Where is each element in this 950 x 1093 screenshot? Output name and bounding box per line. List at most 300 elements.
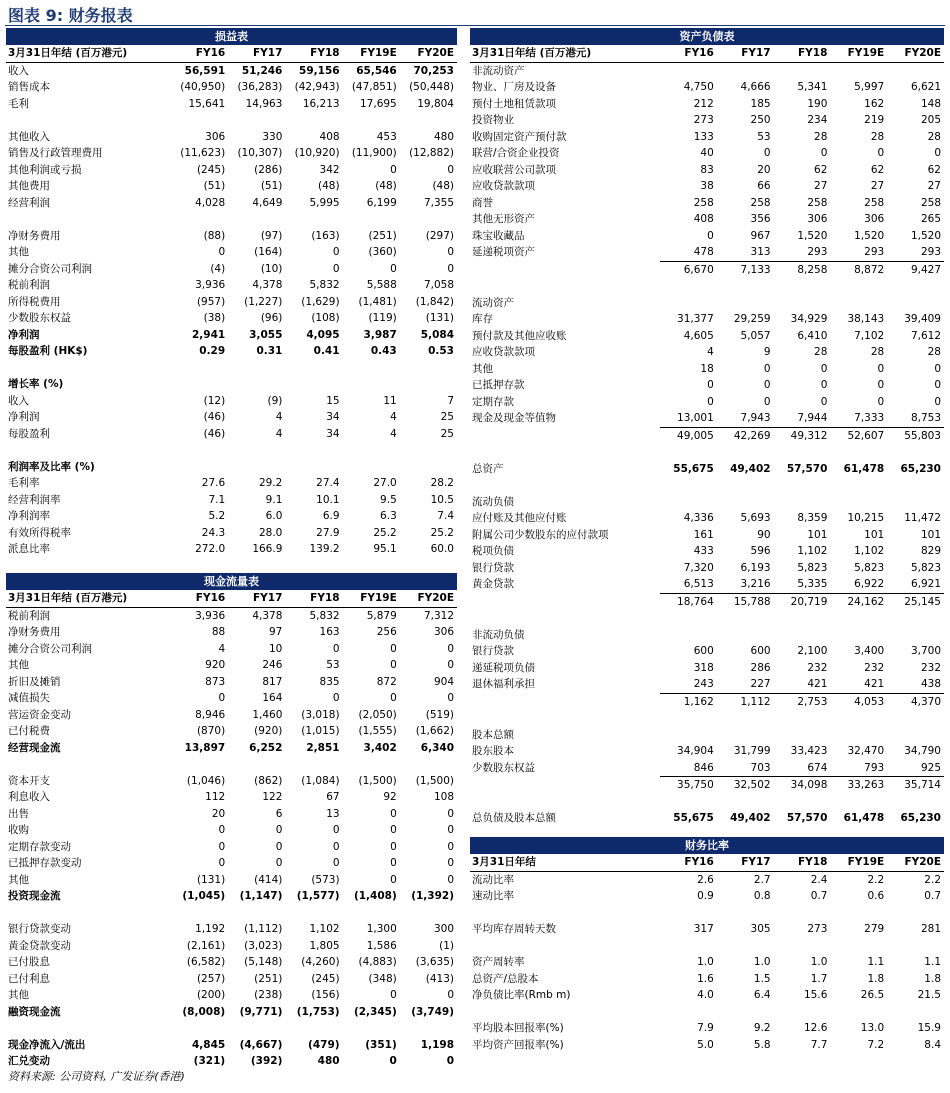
value-cell: 0: [332, 692, 340, 704]
table-row: [470, 693, 944, 710]
row-label: 银行贷款: [472, 645, 514, 657]
value-cell: 15,788: [733, 595, 771, 608]
table-row: [470, 954, 944, 971]
value-cell: (47,851): [351, 81, 397, 93]
table-row: [470, 79, 944, 96]
value-cell: 28: [814, 346, 828, 358]
table-row: [470, 494, 944, 511]
value-cell: (164): [254, 246, 283, 258]
column-header-year: FY19E: [343, 590, 400, 607]
row-label: 商誉: [472, 196, 493, 209]
value-cell: 6,252: [249, 741, 283, 754]
value-cell: 4: [390, 411, 397, 423]
spacer-row: [470, 610, 944, 627]
value-cell: 15.6: [804, 989, 828, 1001]
value-cell: [717, 295, 774, 312]
value-cell: 10,215: [847, 512, 885, 524]
value-cell: 0: [275, 840, 283, 853]
value-cell: 4,750: [683, 81, 714, 93]
row-label: 珠宝收藏品: [472, 229, 525, 242]
value-cell: (46): [203, 411, 226, 423]
column-header-year: FY20E: [400, 590, 457, 607]
value-cell: 1.0: [753, 956, 771, 968]
table-row: [470, 178, 944, 195]
value-cell: 57,570: [786, 812, 828, 824]
row-label: 非流动负债: [472, 628, 525, 641]
value-cell: 0: [763, 362, 771, 375]
table-row: [470, 295, 944, 312]
value-cell: 2.4: [810, 873, 828, 886]
value-cell: 232: [807, 661, 828, 674]
table-row: [470, 129, 944, 146]
value-cell: 596: [750, 545, 771, 557]
value-cell: 0: [763, 147, 771, 159]
value-cell: (97): [260, 229, 283, 242]
spacer-row: [6, 1020, 457, 1037]
table-row: [6, 1004, 457, 1021]
value-cell: 34,098: [790, 779, 828, 791]
value-cell: 5,335: [774, 576, 831, 593]
value-cell: 5.2: [208, 510, 226, 522]
row-label: [470, 427, 660, 444]
value-cell: 0: [447, 824, 454, 836]
value-cell: 0.7: [924, 890, 941, 902]
row-label: 每股盈利 (HK$): [8, 345, 88, 357]
value-cell: 279: [864, 923, 885, 935]
table-row: [6, 426, 457, 443]
value-cell: 5,057: [740, 329, 771, 342]
value-cell: 5,995: [309, 196, 340, 209]
value-cell: (156): [311, 989, 340, 1001]
value-cell: 49,402: [730, 812, 771, 824]
value-cell: 7,312: [423, 609, 454, 622]
value-cell: 258: [693, 196, 714, 209]
value-cell: (245): [311, 972, 340, 985]
value-cell: 2,753: [797, 695, 828, 708]
row-label: 库存: [472, 313, 493, 325]
value-cell: 1,102: [309, 923, 340, 935]
table-row: [470, 810, 944, 827]
value-cell: 8,359: [797, 512, 828, 524]
value-cell: 246: [262, 659, 283, 671]
row-label: 附属公司少数股东的应付款项: [472, 528, 609, 541]
table-row: [6, 62, 457, 79]
row-label: 其他: [8, 246, 29, 258]
row-label: 净利润率: [8, 510, 50, 522]
table-row: [470, 760, 944, 777]
value-cell: 163: [319, 626, 340, 638]
value-cell: 9.5: [380, 493, 397, 506]
value-cell: 0: [332, 857, 340, 869]
value-cell: [228, 459, 285, 476]
value-cell: 0: [820, 147, 828, 159]
value-cell: 4.0: [697, 989, 714, 1001]
value-cell: 1,112: [740, 695, 771, 708]
value-cell: 0.41: [313, 345, 340, 357]
value-cell: 13.0: [860, 1022, 885, 1034]
spacer-row: [470, 444, 944, 461]
table-row: [6, 508, 457, 525]
value-cell: 674: [774, 760, 831, 777]
value-cell: (297): [425, 229, 454, 242]
column-header-year: FY17: [228, 45, 285, 62]
spacer-cell: [6, 211, 457, 228]
spacer-row: [6, 442, 457, 459]
table-row: [6, 195, 457, 212]
column-header-year: FY16: [171, 590, 228, 607]
value-cell: 59,156: [299, 64, 340, 77]
value-cell: [774, 494, 831, 511]
value-cell: 4: [218, 642, 226, 655]
column-header-year: FY17: [717, 854, 774, 871]
value-cell: 14,963: [245, 97, 283, 110]
table-row: [6, 641, 457, 658]
value-cell: 32,470: [847, 745, 885, 757]
value-cell: 83: [700, 163, 714, 176]
table-row: [6, 409, 457, 426]
table-header-row: [470, 45, 944, 62]
table-header-row: [6, 45, 457, 62]
table-row: [470, 311, 944, 328]
value-cell: (3,749): [411, 1005, 454, 1018]
value-cell: 5,084: [420, 328, 454, 341]
value-cell: 5.8: [753, 1038, 771, 1051]
row-label: 银行贷款变动: [8, 923, 71, 935]
row-label: 递延税项负债: [472, 661, 535, 674]
value-cell: 57,570: [786, 462, 828, 475]
value-cell: 28: [927, 130, 941, 143]
value-cell: 53: [757, 130, 771, 143]
value-cell: 95.1: [373, 543, 397, 555]
table-row: [6, 294, 457, 311]
value-cell: 6,922: [830, 576, 887, 593]
table-row: [6, 806, 457, 823]
value-cell: (10): [260, 262, 283, 275]
spacer-cell: [470, 278, 944, 295]
value-cell: 272.0: [195, 543, 226, 555]
value-cell: 7,612: [910, 329, 941, 342]
value-cell: (51): [203, 180, 226, 192]
value-cell: 281: [920, 923, 941, 935]
table-row: [470, 627, 944, 644]
table-row: [6, 525, 457, 542]
value-cell: 408: [693, 213, 714, 225]
table-row: [6, 624, 457, 641]
value-cell: 1,102: [797, 545, 828, 557]
value-cell: 0.29: [199, 345, 226, 357]
income-statement-table: [6, 45, 457, 558]
value-cell: [774, 295, 831, 312]
value-cell: 480: [433, 130, 454, 143]
row-label: 平均股本回报率(%): [472, 1022, 564, 1034]
value-cell: 318: [693, 661, 714, 674]
value-cell: 4,605: [683, 329, 714, 342]
value-cell: 11: [383, 394, 397, 407]
table-row: [6, 657, 457, 674]
value-cell: 25: [440, 411, 454, 423]
row-label: 已付税费: [8, 725, 50, 737]
value-cell: 7,333: [830, 410, 887, 427]
value-cell: [717, 627, 774, 644]
table-row: [470, 543, 944, 560]
table-row: [6, 327, 457, 344]
value-cell: 846: [660, 760, 717, 777]
value-cell: 0: [877, 379, 885, 391]
value-cell: (251): [254, 972, 283, 985]
value-cell: (163): [311, 229, 340, 242]
value-cell: (920): [254, 725, 283, 737]
value-cell: 0: [218, 824, 226, 836]
row-label: 其他收入: [8, 130, 50, 143]
value-cell: [660, 627, 717, 644]
column-header-year: FY16: [660, 45, 717, 62]
table-row: [6, 96, 457, 113]
value-cell: 133: [693, 130, 714, 143]
value-cell: 793: [830, 760, 887, 777]
value-cell: 5.0: [697, 1038, 714, 1051]
value-cell: (10,920): [294, 147, 340, 159]
value-cell: (2,161): [186, 939, 226, 952]
value-cell: (50,448): [409, 81, 454, 93]
value-cell: 5,879: [366, 609, 397, 622]
value-cell: 6: [275, 807, 283, 820]
value-cell: 0: [390, 873, 397, 886]
value-cell: 286: [750, 661, 771, 674]
value-cell: [887, 494, 944, 511]
spacer-cell: [470, 477, 944, 494]
value-cell: (88): [203, 229, 226, 242]
value-cell: 306: [205, 130, 226, 143]
value-cell: (3,023): [244, 939, 283, 952]
row-label: 流动负债: [472, 495, 514, 508]
value-cell: 1.0: [810, 956, 828, 968]
value-cell: 0: [447, 262, 454, 275]
value-cell: 21.5: [917, 989, 941, 1001]
value-cell: 3,402: [363, 741, 397, 754]
balance-sheet-panel: [470, 28, 944, 827]
row-label: 其他: [8, 989, 29, 1001]
row-label: 融资现金流: [8, 1005, 61, 1018]
row-label: 净财务费用: [8, 229, 61, 242]
table-row: [6, 773, 457, 790]
value-cell: 0: [447, 857, 454, 869]
value-cell: 967: [750, 229, 771, 242]
table-row: [6, 162, 457, 179]
table-row: [470, 660, 944, 677]
row-label: 股本总额: [472, 728, 514, 741]
value-cell: 6.3: [380, 510, 397, 522]
row-label: 其他利润或亏损: [8, 163, 82, 176]
value-cell: 55,675: [673, 462, 714, 475]
value-cell: 34,790: [904, 745, 941, 757]
column-header-year: FY18: [285, 590, 342, 607]
value-cell: 9: [763, 346, 771, 358]
value-cell: 0.8: [753, 890, 771, 902]
value-cell: (348): [368, 972, 397, 985]
value-cell: 421: [774, 676, 831, 693]
value-cell: 7,943: [717, 410, 774, 427]
table-row: [6, 129, 457, 146]
value-cell: [887, 627, 944, 644]
value-cell: (36,283): [237, 81, 283, 93]
value-cell: (351): [365, 1038, 397, 1051]
value-cell: 300: [433, 923, 454, 935]
value-cell: 273: [807, 923, 828, 935]
value-cell: [660, 727, 717, 744]
value-cell: 0: [934, 379, 941, 391]
value-cell: 7,133: [740, 263, 771, 276]
value-cell: 0: [707, 229, 714, 242]
value-cell: 6,340: [420, 741, 454, 754]
value-cell: (1,408): [353, 890, 397, 902]
value-cell: 27.4: [316, 477, 340, 489]
value-cell: 161: [693, 528, 714, 541]
value-cell: 3,400: [854, 645, 885, 657]
row-label: 毛利: [8, 97, 29, 110]
table-row: [470, 244, 944, 261]
value-cell: 8,872: [854, 263, 885, 276]
row-label: 净负债比率(Rmb m): [472, 989, 571, 1001]
table-row: [470, 145, 944, 162]
value-cell: 1,520: [854, 229, 885, 242]
row-label: 其他: [8, 873, 29, 886]
value-cell: (10,307): [237, 147, 283, 159]
value-cell: 7.9: [697, 1022, 714, 1034]
value-cell: (573): [311, 873, 340, 886]
value-cell: (131): [425, 312, 454, 324]
value-cell: (1): [439, 939, 454, 952]
value-cell: 53: [326, 659, 340, 671]
value-cell: 227: [717, 676, 774, 693]
table-row: [6, 987, 457, 1004]
value-cell: 6,670: [683, 263, 714, 276]
table-row: [6, 244, 457, 261]
value-cell: 7,355: [423, 196, 454, 209]
table-row: [6, 310, 457, 327]
value-cell: 0: [877, 147, 885, 159]
value-cell: 5,588: [366, 279, 397, 291]
value-cell: 478: [660, 244, 717, 261]
value-cell: 0: [390, 824, 397, 836]
value-cell: (4): [210, 262, 226, 275]
value-cell: 162: [864, 97, 885, 110]
value-cell: [660, 62, 717, 79]
value-cell: 16,213: [302, 97, 340, 110]
table-row: [6, 740, 457, 757]
value-cell: [887, 62, 944, 79]
value-cell: 5,832: [309, 279, 340, 291]
row-label: [470, 777, 660, 794]
row-label: [470, 593, 660, 610]
spacer-row: [470, 794, 944, 811]
value-cell: 15: [326, 394, 340, 407]
row-label: 平均资产回报率(%): [472, 1038, 564, 1051]
value-cell: (1,662): [415, 725, 454, 737]
value-cell: 342: [319, 163, 340, 176]
value-cell: (40,950): [180, 81, 226, 93]
row-label: 已付利息: [8, 972, 50, 985]
value-cell: (48): [432, 180, 454, 192]
table-row: [6, 79, 457, 96]
value-cell: [400, 376, 457, 393]
value-cell: (360): [368, 246, 397, 258]
row-label: 退休福利承担: [472, 678, 535, 691]
value-cell: [660, 494, 717, 511]
value-cell: 925: [887, 760, 944, 777]
row-label: 毛利率: [8, 477, 40, 489]
value-cell: 7.7: [810, 1038, 828, 1051]
value-cell: 20: [211, 807, 226, 820]
row-label: 净利润: [8, 411, 40, 423]
column-header-label: 3月31日年结 (百万港元): [470, 45, 660, 62]
value-cell: 0: [275, 824, 283, 836]
value-cell: [343, 376, 400, 393]
value-cell: (6,582): [186, 956, 226, 968]
value-cell: (1,084): [301, 774, 340, 787]
value-cell: 6,410: [797, 329, 828, 342]
table-row: [470, 510, 944, 527]
value-cell: [285, 459, 342, 476]
income-statement-panel: [6, 28, 457, 558]
table-row: [6, 789, 457, 806]
value-cell: (286): [254, 163, 283, 176]
value-cell: 0: [332, 840, 340, 853]
row-label: 其他: [472, 362, 493, 375]
row-label: 延递税项资产: [472, 246, 535, 259]
table-row: [470, 427, 944, 444]
table-row: [470, 971, 944, 988]
table-row: [6, 674, 457, 691]
value-cell: (1,481): [358, 295, 397, 308]
table-row: [470, 527, 944, 544]
value-cell: 26.5: [860, 989, 885, 1001]
value-cell: 873: [205, 675, 226, 688]
value-cell: 305: [750, 923, 771, 935]
row-label: 股东股本: [472, 745, 514, 757]
value-cell: 61,478: [843, 462, 885, 475]
value-cell: (11,900): [351, 147, 397, 159]
value-cell: 0: [447, 642, 454, 655]
value-cell: 90: [757, 528, 771, 541]
value-cell: 5,823: [797, 561, 828, 574]
row-label: 流动比率: [472, 873, 514, 886]
value-cell: 27.6: [201, 477, 226, 489]
value-cell: 3,700: [910, 645, 941, 657]
value-cell: 4,378: [252, 609, 283, 622]
row-label: 黄金贷款: [472, 578, 514, 591]
spacer-row: [470, 278, 944, 295]
value-cell: 3,987: [363, 328, 397, 341]
value-cell: (479): [308, 1038, 340, 1051]
balance-sheet-title: 资产负债表: [470, 28, 944, 45]
value-cell: 34,929: [790, 313, 828, 325]
value-cell: 8,753: [887, 410, 944, 427]
value-cell: 6,193: [740, 561, 771, 574]
value-cell: 0: [447, 989, 454, 1001]
value-cell: [830, 727, 887, 744]
row-label: 收购固定资产预付款: [472, 130, 567, 143]
row-label: 资产周转率: [472, 956, 525, 968]
value-cell: (1,227): [244, 295, 283, 308]
row-label: 应收贷款款项: [472, 180, 535, 192]
value-cell: 12.6: [804, 1022, 828, 1034]
value-cell: 0: [447, 692, 454, 704]
value-cell: 65,230: [900, 462, 941, 475]
value-cell: 88: [211, 626, 226, 638]
column-header-year: FY19E: [830, 45, 887, 62]
value-cell: (42,943): [294, 81, 340, 93]
value-cell: 1,300: [366, 923, 397, 935]
